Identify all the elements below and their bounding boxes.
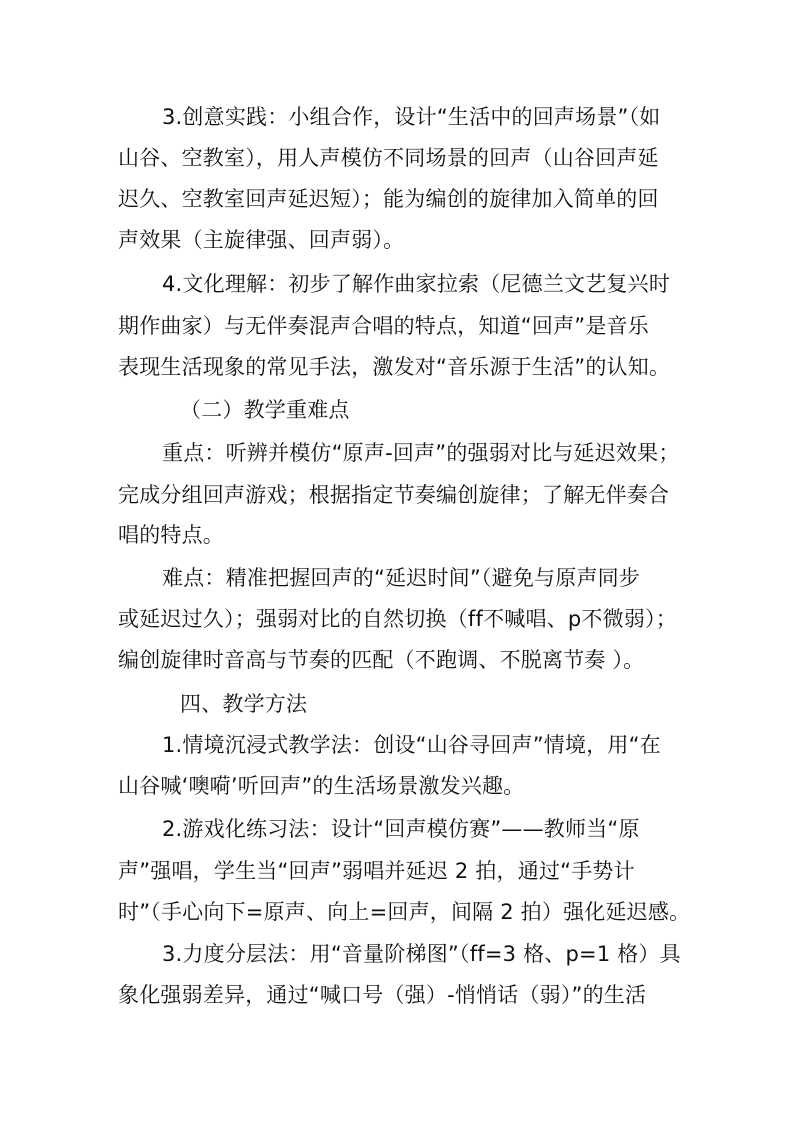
paragraph-difficult-points-line-3: 编创旋律时音高与节奏的匹配（不跑调、不脱离节奏 ）。: [118, 648, 645, 672]
paragraph-method-2-line-2: 声”强唱，学生当“回声”弱唱并延迟 2 拍，通过“手势计: [118, 859, 635, 883]
paragraph-creative-practice-line-4: 声效果（主旋律强、回声弱）。: [118, 228, 405, 252]
paragraph-difficult-points-line-2: 或延迟过久）；强弱对比的自然切换（ff不喊唱、p不微弱）；: [118, 607, 677, 631]
paragraph-method-3-line-2: 象化强弱差异，通过“喊口号（强）-悄悄话（弱）”的生活: [118, 983, 647, 1007]
paragraph-cultural-understanding-line-1: 4.文化理解：初步了解作曲家拉索（尼德兰文艺复兴时: [162, 272, 671, 296]
paragraph-key-points-line-1: 重点：听辨并模仿“原声-回声”的强弱对比与延迟效果；: [162, 441, 680, 465]
paragraph-creative-practice-line-1: 3.创意实践：小组合作，设计“生活中的回声场景”（如: [162, 105, 661, 129]
paragraph-creative-practice-line-2: 山谷、空教室），用人声模仿不同场景的回声（山谷回声延: [118, 146, 659, 170]
paragraph-method-3-line-1: 3.力度分层法：用“音量阶梯图”（ff=3 格、p=1 格）具: [162, 942, 681, 966]
paragraph-difficult-points-line-1: 难点：精准把握回声的“延迟时间”（避免与原声同步: [162, 566, 641, 590]
paragraph-method-1-line-2: 山谷喊‘噢嗬’听回声”的生活场景激发兴趣。: [118, 774, 525, 798]
paragraph-method-1-line-1: 1.情境沉浸式教学法：创设“山谷寻回声”情境，用“在: [162, 733, 661, 757]
paragraph-method-2-line-3: 时”（手心向下=原声、向上=回声，间隔 2 拍）强化延迟感。: [118, 900, 691, 924]
paragraph-key-points-line-3: 唱的特点。: [118, 523, 224, 547]
section-heading-key-difficult-points: （二）教学重难点: [180, 398, 350, 422]
paragraph-cultural-understanding-line-3: 表现生活现象的常见手法，激发对“音乐源于生活”的认知。: [118, 355, 671, 379]
paragraph-cultural-understanding-line-2: 期作曲家）与无伴奏混声合唱的特点，知道“回声”是音乐: [118, 314, 649, 338]
section-heading-teaching-methods: 四、教学方法: [180, 692, 308, 716]
paragraph-creative-practice-line-3: 迟久、空教室回声延迟短）；能为编创的旋律加入简单的回: [118, 187, 659, 211]
paragraph-method-2-line-1: 2.游戏化练习法：设计“回声模仿赛”——教师当“原: [162, 817, 640, 841]
paragraph-key-points-line-2: 完成分组回声游戏；根据指定节奏编创旋律；了解无伴奏合: [118, 483, 670, 507]
